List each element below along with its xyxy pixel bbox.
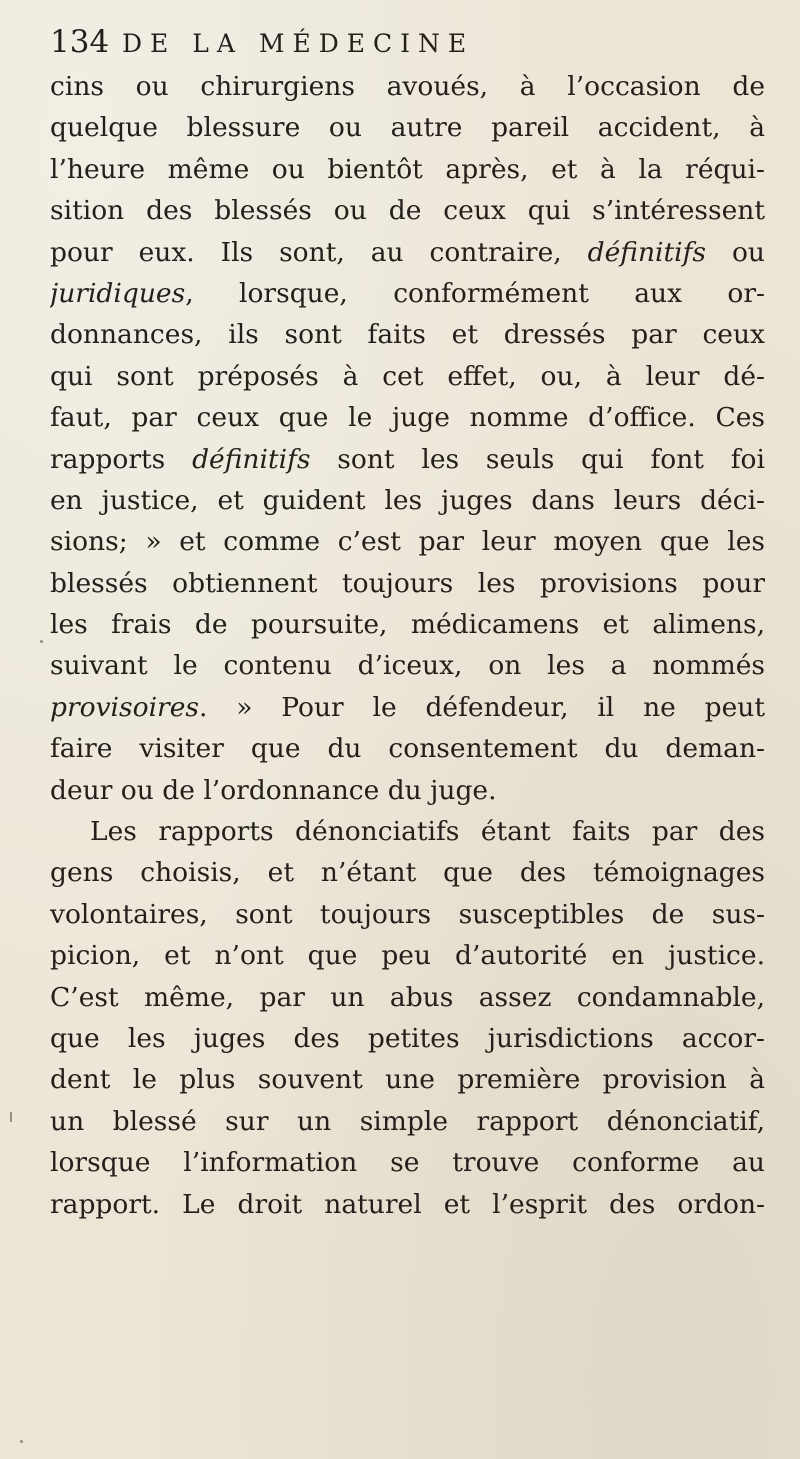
text-line: gens choisis, et n’étant que des témoignages <box>50 857 765 889</box>
body-text <box>50 66 765 1225</box>
running-head <box>50 22 750 62</box>
text-line: donnances, ils sont faits et dressés par ceux <box>50 319 765 351</box>
text-line: pour eux. Ils sont, au contraire, définitifs ou <box>50 236 765 268</box>
text-line: quelque blessure ou autre pareil accident, à <box>50 112 765 144</box>
paper-speck <box>20 1440 23 1443</box>
text-line: picion, et n’ont que peu d’autorité en justice. <box>50 940 765 972</box>
text-line: volontaires, sont toujours susceptibles de sus- <box>50 898 765 930</box>
text-line: provisoires. » Pour le défendeur, il ne peut <box>50 691 765 723</box>
paragraph-start-line: Les rapports dénonciatifs étant faits par des <box>90 816 765 848</box>
text-line: sition des blessés ou de ceux qui s’intéressent <box>50 195 765 227</box>
text-line: que les juges des petites jurisdictions accor- <box>50 1022 765 1054</box>
text-line: blessés obtiennent toujours les provisions pour <box>50 567 765 599</box>
text-line: un blessé sur un simple rapport dénonciatif, <box>50 1105 765 1137</box>
text-line: rapports définitifs sont les seuls qui font foi <box>50 443 765 475</box>
text-line: juridiques, lorsque, conformément aux or- <box>50 277 765 309</box>
text-line: dent le plus souvent une première provision à <box>50 1064 765 1096</box>
text-line: cins ou chirurgiens avoués, à l’occasion de <box>50 71 765 102</box>
text-line: lorsque l’information se trouve conforme au <box>50 1147 765 1179</box>
text-line: l’heure même ou bientôt après, et à la réqui- <box>50 153 765 185</box>
text-line: rapport. Le droit naturel et l’esprit des ordon- <box>50 1188 765 1220</box>
text-line: faire visiter que du consentement du deman- <box>50 733 765 765</box>
text-line: deur ou de l’ordonnance du juge. <box>50 774 497 806</box>
running-title: DE LA MÉDECINE <box>122 29 475 58</box>
text-line: les frais de poursuite, médicamens et alimens, <box>50 609 765 641</box>
text-line: sions; » et comme c’est par leur moyen que les <box>50 526 765 558</box>
text-line: qui sont préposés à cet effet, ou, à leur dé- <box>50 360 765 392</box>
paper-speck <box>40 640 43 643</box>
text-line: C’est même, par un abus assez condamnable, <box>50 981 765 1013</box>
text-line: suivant le contenu d’iceux, on les a nommés <box>50 650 765 682</box>
text-line: en justice, et guident les juges dans leurs déci- <box>50 484 765 516</box>
text-line: faut, par ceux que le juge nomme d’office. Ces <box>50 402 765 434</box>
page-number: 134 <box>50 24 110 60</box>
margin-mark <box>10 1112 12 1122</box>
